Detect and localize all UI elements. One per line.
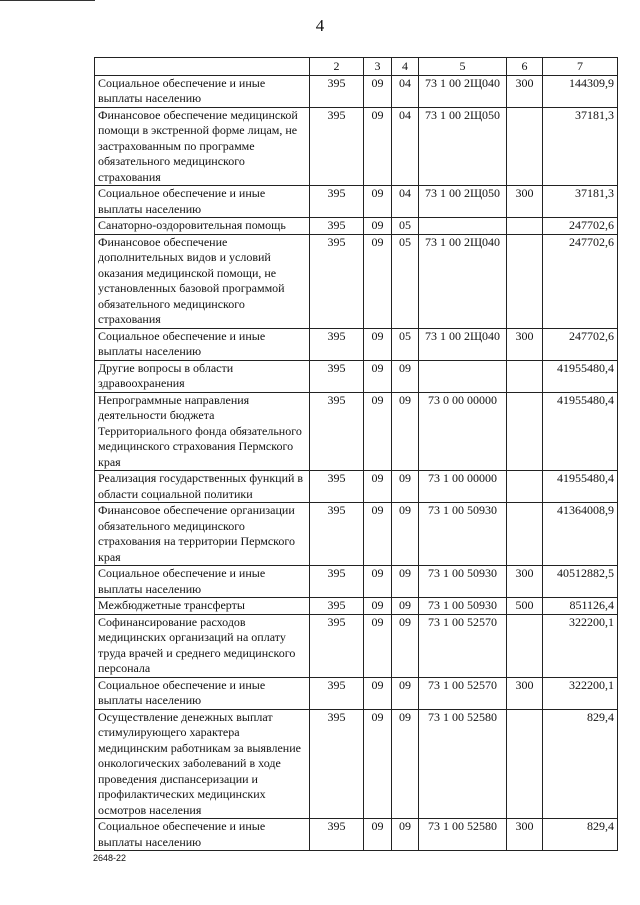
cell-amount: 41955480,4 <box>543 471 618 503</box>
cell-target-article <box>419 218 507 235</box>
top-rule <box>0 0 95 1</box>
cell-name: Финансовое обеспечение дополнительных видов и условий оказания медицинской помощи, не установленных базовой программой обязательного медицинского страхования <box>95 234 310 328</box>
cell-amount: 41955480,4 <box>543 360 618 392</box>
cell-expense-type <box>507 471 543 503</box>
cell-section: 09 <box>364 107 392 186</box>
table-row <box>95 566 618 598</box>
cell-section: 09 <box>364 598 392 615</box>
cell-admin-code: 395 <box>310 598 364 615</box>
cell-subsection: 05 <box>392 234 419 328</box>
cell-expense-type: 300 <box>507 75 543 107</box>
cell-name: Реализация государственных функций в области социальной политики <box>95 471 310 503</box>
cell-admin-code: 395 <box>310 218 364 235</box>
cell-section: 09 <box>364 392 392 471</box>
cell-target-article: 73 1 00 52580 <box>419 709 507 819</box>
cell-amount: 829,4 <box>543 709 618 819</box>
cell-name: Софинансирование расходов медицинских организаций на оплату труда врачей и среднего медицинского персонала <box>95 614 310 677</box>
cell-name: Финансовое обеспечение медицинской помощи в экстренной форме лицам, не застрахованным по программе обязательного медицинского страхования <box>95 107 310 186</box>
cell-target-article: 73 1 00 50930 <box>419 503 507 566</box>
cell-expense-type <box>507 107 543 186</box>
header-cell-col3: 3 <box>364 58 392 76</box>
cell-expense-type <box>507 218 543 235</box>
cell-section: 09 <box>364 614 392 677</box>
cell-name: Финансовое обеспечение организации обязательного медицинского страхования на территории Пермского края <box>95 503 310 566</box>
cell-expense-type: 300 <box>507 677 543 709</box>
cell-expense-type: 300 <box>507 186 543 218</box>
cell-target-article: 73 1 00 52580 <box>419 819 507 851</box>
table-row <box>95 234 618 328</box>
cell-expense-type: 500 <box>507 598 543 615</box>
table-row <box>95 819 618 851</box>
cell-expense-type <box>507 392 543 471</box>
cell-admin-code: 395 <box>310 360 364 392</box>
table-row <box>95 392 618 471</box>
cell-admin-code: 395 <box>310 614 364 677</box>
cell-expense-type <box>507 614 543 677</box>
header-cell-col4: 4 <box>392 58 419 76</box>
cell-expense-type <box>507 709 543 819</box>
cell-amount: 247702,6 <box>543 328 618 360</box>
cell-admin-code: 395 <box>310 471 364 503</box>
cell-section: 09 <box>364 503 392 566</box>
cell-admin-code: 395 <box>310 392 364 471</box>
cell-expense-type: 300 <box>507 819 543 851</box>
cell-name: Социальное обеспечение и иные выплаты населению <box>95 677 310 709</box>
page-number: 4 <box>315 16 325 35</box>
header-cell-col5: 5 <box>419 58 507 76</box>
table-row <box>95 677 618 709</box>
cell-subsection: 09 <box>392 598 419 615</box>
table-row <box>95 218 618 235</box>
cell-name: Социальное обеспечение и иные выплаты населению <box>95 75 310 107</box>
cell-target-article: 73 1 00 2Щ040 <box>419 234 507 328</box>
cell-name: Санаторно-оздоровительная помощь <box>95 218 310 235</box>
cell-name: Межбюджетные трансферты <box>95 598 310 615</box>
cell-admin-code: 395 <box>310 566 364 598</box>
cell-expense-type <box>507 360 543 392</box>
cell-admin-code: 395 <box>310 186 364 218</box>
table-row <box>95 360 618 392</box>
cell-amount: 829,4 <box>543 819 618 851</box>
cell-target-article: 73 1 00 50930 <box>419 598 507 615</box>
header-cell-col2: 2 <box>310 58 364 76</box>
cell-amount: 37181,3 <box>543 186 618 218</box>
cell-target-article: 73 1 00 52570 <box>419 677 507 709</box>
table-row <box>95 471 618 503</box>
cell-amount: 322200,1 <box>543 614 618 677</box>
cell-expense-type: 300 <box>507 328 543 360</box>
cell-subsection: 04 <box>392 107 419 186</box>
cell-admin-code: 395 <box>310 328 364 360</box>
cell-subsection: 09 <box>392 677 419 709</box>
header-cell-col7: 7 <box>543 58 618 76</box>
cell-admin-code: 395 <box>310 677 364 709</box>
cell-expense-type <box>507 234 543 328</box>
cell-name: Непрограммные направления деятельности бюджета Территориального фонда обязательного медицинского страхования Пермского края <box>95 392 310 471</box>
cell-subsection: 09 <box>392 392 419 471</box>
table-row <box>95 598 618 615</box>
cell-subsection: 09 <box>392 566 419 598</box>
cell-name: Осуществление денежных выплат стимулирующего характера медицинским работникам за выявление онкологических заболеваний в ходе проведения диспансеризации и профилактических медицинских осмотров населения <box>95 709 310 819</box>
document-code: 2648-22 <box>93 853 127 863</box>
cell-section: 09 <box>364 566 392 598</box>
budget-table <box>94 57 618 851</box>
cell-subsection: 09 <box>392 360 419 392</box>
cell-section: 09 <box>364 819 392 851</box>
cell-name: Социальное обеспечение и иные выплаты населению <box>95 566 310 598</box>
cell-amount: 247702,6 <box>543 234 618 328</box>
cell-name: Другие вопросы в области здравоохранения <box>95 360 310 392</box>
cell-target-article: 73 1 00 2Щ040 <box>419 75 507 107</box>
table-row <box>95 709 618 819</box>
cell-admin-code: 395 <box>310 75 364 107</box>
cell-section: 09 <box>364 709 392 819</box>
cell-amount: 247702,6 <box>543 218 618 235</box>
cell-amount: 37181,3 <box>543 107 618 186</box>
cell-section: 09 <box>364 234 392 328</box>
cell-target-article: 73 1 00 2Щ050 <box>419 107 507 186</box>
cell-admin-code: 395 <box>310 234 364 328</box>
cell-subsection: 04 <box>392 75 419 107</box>
cell-target-article: 73 1 00 00000 <box>419 471 507 503</box>
cell-amount: 144309,9 <box>543 75 618 107</box>
cell-target-article: 73 1 00 52570 <box>419 614 507 677</box>
cell-section: 09 <box>364 75 392 107</box>
cell-section: 09 <box>364 328 392 360</box>
cell-amount: 41364008,9 <box>543 503 618 566</box>
table-row <box>95 75 618 107</box>
header-cell-name <box>95 58 310 76</box>
cell-target-article: 73 1 00 2Щ050 <box>419 186 507 218</box>
table-row <box>95 614 618 677</box>
cell-amount: 322200,1 <box>543 677 618 709</box>
cell-subsection: 09 <box>392 471 419 503</box>
cell-subsection: 05 <box>392 328 419 360</box>
table-row <box>95 107 618 186</box>
cell-name: Социальное обеспечение и иные выплаты населению <box>95 819 310 851</box>
cell-subsection: 09 <box>392 709 419 819</box>
cell-section: 09 <box>364 677 392 709</box>
header-cell-col6: 6 <box>507 58 543 76</box>
cell-subsection: 09 <box>392 614 419 677</box>
cell-section: 09 <box>364 471 392 503</box>
cell-admin-code: 395 <box>310 709 364 819</box>
cell-admin-code: 395 <box>310 819 364 851</box>
cell-target-article: 73 1 00 2Щ040 <box>419 328 507 360</box>
cell-amount: 851126,4 <box>543 598 618 615</box>
cell-subsection: 09 <box>392 819 419 851</box>
cell-expense-type: 300 <box>507 566 543 598</box>
cell-expense-type <box>507 503 543 566</box>
cell-subsection: 09 <box>392 503 419 566</box>
cell-subsection: 04 <box>392 186 419 218</box>
table-row <box>95 328 618 360</box>
cell-section: 09 <box>364 360 392 392</box>
cell-target-article: 73 1 00 50930 <box>419 566 507 598</box>
cell-name: Социальное обеспечение и иные выплаты населению <box>95 328 310 360</box>
cell-admin-code: 395 <box>310 503 364 566</box>
cell-amount: 41955480,4 <box>543 392 618 471</box>
cell-target-article: 73 0 00 00000 <box>419 392 507 471</box>
table-row <box>95 503 618 566</box>
cell-section: 09 <box>364 218 392 235</box>
cell-admin-code: 395 <box>310 107 364 186</box>
table-row <box>95 186 618 218</box>
cell-subsection: 05 <box>392 218 419 235</box>
cell-section: 09 <box>364 186 392 218</box>
table-header-row <box>95 58 618 76</box>
cell-name: Социальное обеспечение и иные выплаты населению <box>95 186 310 218</box>
cell-target-article <box>419 360 507 392</box>
cell-amount: 40512882,5 <box>543 566 618 598</box>
